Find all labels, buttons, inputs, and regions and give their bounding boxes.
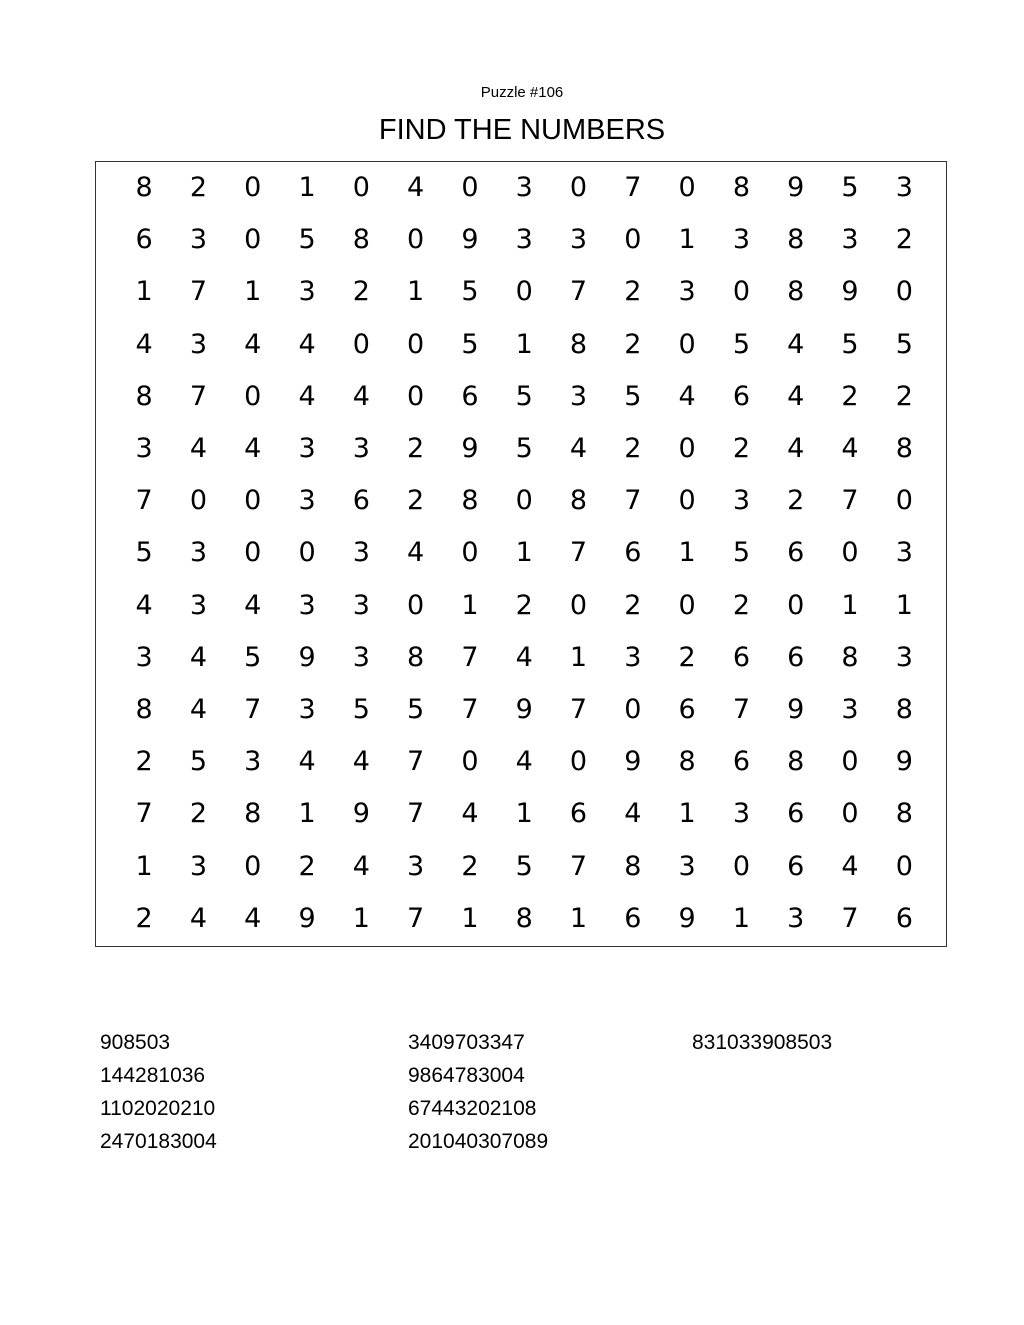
grid-cell[interactable]: 5	[135, 537, 153, 569]
grid-cell[interactable]: 4	[787, 328, 805, 360]
grid-cell[interactable]: 1	[515, 328, 533, 360]
grid-cell[interactable]: 4	[189, 693, 208, 725]
grid-cell[interactable]: 7	[407, 902, 425, 934]
grid-cell[interactable]: 8	[135, 693, 153, 725]
grid-cell[interactable]: 3	[678, 850, 696, 882]
grid-cell[interactable]: 8	[732, 172, 750, 204]
grid-cell[interactable]: 0	[678, 433, 696, 465]
grid-cell[interactable]: 9	[678, 902, 696, 934]
grid-row	[117, 788, 932, 840]
grid-cell[interactable]: 0	[678, 328, 696, 360]
grid-cell[interactable]: 0	[678, 589, 696, 621]
grid-cell[interactable]: 5	[895, 328, 913, 360]
grid-cell[interactable]: 4	[787, 433, 805, 465]
word-list-column-3	[692, 1029, 832, 1062]
grid-cell[interactable]: 9	[515, 693, 533, 725]
grid-cell[interactable]: 0	[732, 850, 750, 882]
grid-cell[interactable]: 6	[624, 537, 642, 569]
grid-cell[interactable]: 1	[678, 798, 696, 830]
grid-cell[interactable]: 0	[841, 798, 859, 830]
grid-cell[interactable]: 0	[624, 693, 642, 725]
grid-cell[interactable]: 4	[244, 902, 262, 934]
grid-cell[interactable]: 7	[244, 693, 262, 725]
grid-cell[interactable]: 1	[678, 224, 696, 256]
grid-cell[interactable]: 6	[787, 798, 805, 830]
grid-cell[interactable]: 2	[407, 485, 425, 517]
grid-cell[interactable]: 7	[569, 276, 588, 308]
grid-cell[interactable]: 3	[732, 224, 750, 256]
grid-cell[interactable]: 5	[407, 693, 425, 725]
grid-cell[interactable]: 4	[189, 433, 208, 465]
grid-cell[interactable]: 9	[298, 641, 316, 673]
grid-cell[interactable]: 0	[624, 224, 642, 256]
grid-cell[interactable]: 0	[244, 850, 262, 882]
grid-cell[interactable]: 2	[624, 433, 642, 465]
grid-cell[interactable]: 4	[352, 380, 370, 412]
grid-cell[interactable]: 4	[189, 641, 208, 673]
grid-cell[interactable]: 5	[244, 641, 262, 673]
grid-cell[interactable]: 7	[569, 537, 588, 569]
grid-cell[interactable]: 6	[732, 380, 750, 412]
grid-cell[interactable]: 6	[624, 902, 642, 934]
grid-cell[interactable]: 3	[352, 433, 370, 465]
grid-cell[interactable]: 9	[298, 902, 316, 934]
grid-cell[interactable]: 8	[895, 433, 913, 465]
grid-cell[interactable]: 8	[407, 641, 425, 673]
grid-cell[interactable]: 2	[135, 746, 153, 778]
grid-cell[interactable]: 3	[895, 641, 913, 673]
grid-cell[interactable]: 3	[569, 380, 588, 412]
grid-cell[interactable]: 0	[841, 746, 859, 778]
grid-cell[interactable]: 0	[895, 276, 913, 308]
grid-cell[interactable]: 4	[298, 328, 316, 360]
grid-cell[interactable]: 0	[569, 172, 588, 204]
grid-cell[interactable]: 2	[189, 798, 208, 830]
grid-cell[interactable]: 0	[515, 485, 533, 517]
grid-cell[interactable]: 0	[461, 746, 479, 778]
grid-cell[interactable]: 8	[895, 798, 913, 830]
grid-cell[interactable]: 5	[189, 746, 208, 778]
grid-cell[interactable]: 6	[569, 798, 588, 830]
grid-cell[interactable]: 8	[569, 328, 588, 360]
grid-cell[interactable]: 1	[352, 902, 370, 934]
grid-cell[interactable]: 4	[841, 850, 859, 882]
page-title: FIND THE NUMBERS	[378, 114, 666, 146]
grid-cell[interactable]: 4	[787, 380, 805, 412]
grid-cell[interactable]: 1	[298, 798, 316, 830]
grid-cell[interactable]: 8	[515, 902, 533, 934]
grid-cell[interactable]: 7	[569, 693, 588, 725]
grid-cell[interactable]: 2	[189, 172, 208, 204]
grid-row	[117, 684, 932, 736]
grid-cell[interactable]: 3	[189, 537, 208, 569]
grid-cell[interactable]: 5	[461, 328, 479, 360]
grid-cell[interactable]: 8	[841, 641, 859, 673]
grid-cell[interactable]: 3	[895, 537, 913, 569]
grid-cell[interactable]: 3	[841, 693, 859, 725]
word-list-column-2	[408, 1029, 548, 1161]
word-list-item: 144281036	[100, 1064, 206, 1087]
grid-cell[interactable]: 1	[732, 902, 750, 934]
grid-cell[interactable]: 2	[352, 276, 370, 308]
grid-cell[interactable]: 9	[787, 172, 805, 204]
grid-cell[interactable]: 0	[461, 537, 479, 569]
grid-cell[interactable]: 3	[298, 589, 316, 621]
grid-cell[interactable]: 2	[895, 380, 913, 412]
grid-cell[interactable]: 5	[352, 693, 370, 725]
grid-cell[interactable]: 2	[135, 902, 153, 934]
grid-cell[interactable]: 6	[787, 641, 805, 673]
grid-cell[interactable]: 2	[787, 485, 805, 517]
word-list-item: 201040307089	[408, 1130, 549, 1153]
grid-cell[interactable]: 1	[298, 172, 316, 204]
grid-cell[interactable]: 0	[244, 537, 262, 569]
grid-cell[interactable]: 1	[678, 537, 696, 569]
grid-cell[interactable]: 8	[895, 693, 913, 725]
grid-cell[interactable]: 8	[678, 746, 696, 778]
puzzle-grid	[117, 162, 932, 945]
grid-cell[interactable]: 0	[244, 224, 262, 256]
word-list-column-1	[100, 1029, 217, 1161]
grid-cell[interactable]: 5	[732, 328, 750, 360]
grid-cell[interactable]: 4	[461, 798, 479, 830]
grid-cell[interactable]: 6	[135, 224, 153, 256]
grid-cell[interactable]: 1	[244, 276, 262, 308]
grid-cell[interactable]: 8	[244, 798, 262, 830]
grid-cell[interactable]: 3	[298, 693, 316, 725]
grid-cell[interactable]: 7	[461, 693, 479, 725]
grid-cell[interactable]: 0	[895, 850, 913, 882]
grid-cell[interactable]: 0	[678, 485, 696, 517]
grid-cell[interactable]: 4	[244, 433, 262, 465]
grid-cell[interactable]: 4	[352, 746, 370, 778]
grid-cell[interactable]: 6	[461, 380, 479, 412]
grid-cell[interactable]: 4	[515, 746, 533, 778]
grid-cell[interactable]: 1	[515, 537, 533, 569]
grid-cell[interactable]: 3	[244, 746, 262, 778]
grid-cell[interactable]: 6	[732, 746, 750, 778]
grid-cell[interactable]: 3	[135, 641, 153, 673]
grid-cell[interactable]: 7	[189, 276, 208, 308]
grid-cell[interactable]: 9	[461, 224, 479, 256]
grid-cell[interactable]: 5	[461, 276, 479, 308]
grid-cell[interactable]: 5	[515, 380, 533, 412]
grid-cell[interactable]: 3	[352, 537, 370, 569]
grid-cell[interactable]: 2	[841, 380, 859, 412]
grid-cell[interactable]: 0	[352, 328, 370, 360]
grid-cell[interactable]: 3	[515, 224, 533, 256]
grid-cell[interactable]: 3	[515, 172, 533, 204]
grid-cell[interactable]: 4	[135, 328, 153, 360]
grid-cell[interactable]: 1	[569, 902, 588, 934]
grid-cell[interactable]: 9	[624, 746, 642, 778]
grid-cell[interactable]: 7	[569, 850, 588, 882]
grid-cell[interactable]: 0	[189, 485, 208, 517]
grid-cell[interactable]: 1	[135, 276, 153, 308]
grid-row	[117, 266, 932, 318]
grid-row	[117, 214, 932, 266]
grid-cell[interactable]: 3	[352, 641, 370, 673]
grid-cell[interactable]: 0	[569, 746, 588, 778]
grid-cell[interactable]: 6	[678, 693, 696, 725]
grid-cell[interactable]: 8	[787, 224, 805, 256]
grid-cell[interactable]: 3	[189, 328, 208, 360]
grid-cell[interactable]: 3	[298, 433, 316, 465]
grid-row	[117, 162, 932, 214]
grid-row	[117, 319, 932, 371]
grid-cell[interactable]: 3	[135, 433, 153, 465]
grid-cell[interactable]: 2	[624, 328, 642, 360]
grid-cell[interactable]: 3	[569, 224, 588, 256]
grid-cell[interactable]: 4	[678, 380, 696, 412]
grid-cell[interactable]: 3	[189, 850, 208, 882]
grid-cell[interactable]: 0	[841, 537, 859, 569]
grid-row	[117, 632, 932, 684]
word-list-item: 2470183004	[100, 1130, 217, 1153]
grid-cell[interactable]: 5	[732, 537, 750, 569]
grid-cell[interactable]: 3	[298, 276, 316, 308]
grid-cell[interactable]: 0	[407, 328, 425, 360]
grid-row	[117, 423, 932, 475]
puzzle-number: Puzzle #106	[480, 84, 564, 101]
grid-cell[interactable]: 9	[787, 693, 805, 725]
grid-cell[interactable]: 4	[135, 589, 153, 621]
grid-cell[interactable]: 6	[352, 485, 370, 517]
grid-cell[interactable]: 4	[244, 328, 262, 360]
grid-cell[interactable]: 5	[624, 380, 642, 412]
grid-cell[interactable]: 2	[895, 224, 913, 256]
grid-cell[interactable]: 7	[841, 902, 859, 934]
grid-cell[interactable]: 4	[352, 850, 370, 882]
grid-cell[interactable]: 1	[841, 589, 859, 621]
grid-cell[interactable]: 8	[787, 276, 805, 308]
grid-cell[interactable]: 4	[624, 798, 642, 830]
grid-cell[interactable]: 3	[732, 798, 750, 830]
grid-cell[interactable]: 4	[515, 641, 533, 673]
grid-cell[interactable]: 8	[787, 746, 805, 778]
grid-cell[interactable]: 0	[461, 172, 479, 204]
grid-cell[interactable]: 6	[895, 902, 913, 934]
grid-cell[interactable]: 4	[407, 537, 425, 569]
grid-cell[interactable]: 6	[787, 537, 805, 569]
word-list-item: 67443202108	[408, 1097, 537, 1120]
grid-cell[interactable]: 0	[244, 172, 262, 204]
grid-cell[interactable]: 0	[569, 589, 588, 621]
grid-cell[interactable]: 0	[352, 172, 370, 204]
grid-cell[interactable]: 5	[515, 433, 533, 465]
word-list-item: 1102020210	[100, 1097, 216, 1120]
grid-cell[interactable]: 2	[624, 589, 642, 621]
grid-cell[interactable]: 7	[732, 693, 750, 725]
grid-cell[interactable]: 1	[407, 276, 425, 308]
grid-cell[interactable]: 1	[515, 798, 533, 830]
word-list-item: 9864783004	[408, 1064, 525, 1087]
grid-cell[interactable]: 2	[678, 641, 696, 673]
grid-cell[interactable]: 4	[189, 902, 208, 934]
grid-cell[interactable]: 0	[515, 276, 533, 308]
grid-cell[interactable]: 3	[895, 172, 913, 204]
grid-row	[117, 475, 932, 527]
grid-cell[interactable]: 1	[461, 902, 479, 934]
grid-cell[interactable]: 5	[841, 328, 859, 360]
grid-cell[interactable]: 7	[461, 641, 479, 673]
grid-cell[interactable]: 7	[135, 485, 153, 517]
grid-cell[interactable]: 7	[624, 485, 642, 517]
grid-cell[interactable]: 2	[515, 589, 533, 621]
grid-cell[interactable]: 3	[189, 589, 208, 621]
grid-cell[interactable]: 4	[298, 380, 316, 412]
grid-cell[interactable]: 2	[732, 433, 750, 465]
grid-cell[interactable]: 0	[407, 380, 425, 412]
grid-cell[interactable]: 9	[841, 276, 859, 308]
grid-cell[interactable]: 2	[461, 850, 479, 882]
grid-cell[interactable]: 0	[787, 589, 805, 621]
grid-row	[117, 736, 932, 788]
grid-cell[interactable]: 3	[352, 589, 370, 621]
grid-cell[interactable]: 0	[895, 485, 913, 517]
grid-cell[interactable]: 6	[787, 850, 805, 882]
word-list-item: 3409703347	[408, 1031, 525, 1054]
grid-cell[interactable]: 7	[407, 798, 425, 830]
grid-cell[interactable]: 0	[407, 224, 425, 256]
grid-cell[interactable]: 0	[678, 172, 696, 204]
grid-row	[117, 893, 932, 945]
grid-cell[interactable]: 4	[569, 433, 588, 465]
grid-cell[interactable]: 1	[135, 850, 153, 882]
grid-cell[interactable]: 1	[569, 641, 588, 673]
grid-cell[interactable]: 3	[678, 276, 696, 308]
word-list-item: 908503	[100, 1031, 171, 1054]
grid-cell[interactable]: 8	[135, 380, 153, 412]
grid-cell[interactable]: 5	[841, 172, 859, 204]
grid-cell[interactable]: 0	[244, 380, 262, 412]
grid-cell[interactable]: 0	[732, 276, 750, 308]
grid-cell[interactable]: 1	[461, 589, 479, 621]
grid-row	[117, 580, 932, 632]
grid-cell[interactable]: 2	[407, 433, 425, 465]
grid-cell[interactable]: 9	[352, 798, 370, 830]
grid-cell[interactable]: 2	[624, 276, 642, 308]
grid-cell[interactable]: 0	[298, 537, 316, 569]
grid-row	[117, 840, 932, 892]
grid-cell[interactable]: 5	[298, 224, 316, 256]
grid-cell[interactable]: 2	[732, 589, 750, 621]
grid-cell[interactable]: 8	[135, 172, 153, 204]
grid-cell[interactable]: 7	[407, 746, 425, 778]
grid-row	[117, 371, 932, 423]
word-list-item: 831033908503	[692, 1031, 833, 1054]
grid-cell[interactable]: 4	[298, 746, 316, 778]
grid-cell[interactable]: 6	[732, 641, 750, 673]
grid-cell[interactable]: 0	[244, 485, 262, 517]
grid-cell[interactable]: 8	[461, 485, 479, 517]
grid-cell[interactable]: 9	[461, 433, 479, 465]
grid-cell[interactable]: 4	[407, 172, 425, 204]
grid-cell[interactable]: 9	[895, 746, 913, 778]
grid-cell[interactable]: 8	[569, 485, 588, 517]
grid-cell[interactable]: 0	[407, 589, 425, 621]
grid-cell[interactable]: 3	[298, 485, 316, 517]
grid-cell[interactable]: 8	[352, 224, 370, 256]
grid-cell[interactable]: 3	[787, 902, 805, 934]
grid-cell[interactable]: 4	[841, 433, 859, 465]
grid-row	[117, 527, 932, 579]
grid-cell[interactable]: 7	[189, 380, 208, 412]
grid-cell[interactable]: 7	[135, 798, 153, 830]
grid-cell[interactable]: 3	[841, 224, 859, 256]
grid-cell[interactable]: 8	[624, 850, 642, 882]
grid-cell[interactable]: 3	[624, 641, 642, 673]
grid-cell[interactable]: 3	[407, 850, 425, 882]
grid-cell[interactable]: 4	[244, 589, 262, 621]
grid-cell[interactable]: 3	[732, 485, 750, 517]
grid-cell[interactable]: 2	[298, 850, 316, 882]
grid-cell[interactable]: 7	[624, 172, 642, 204]
grid-cell[interactable]: 3	[189, 224, 208, 256]
grid-cell[interactable]: 7	[841, 485, 859, 517]
grid-cell[interactable]: 1	[895, 589, 913, 621]
grid-cell[interactable]: 5	[515, 850, 533, 882]
